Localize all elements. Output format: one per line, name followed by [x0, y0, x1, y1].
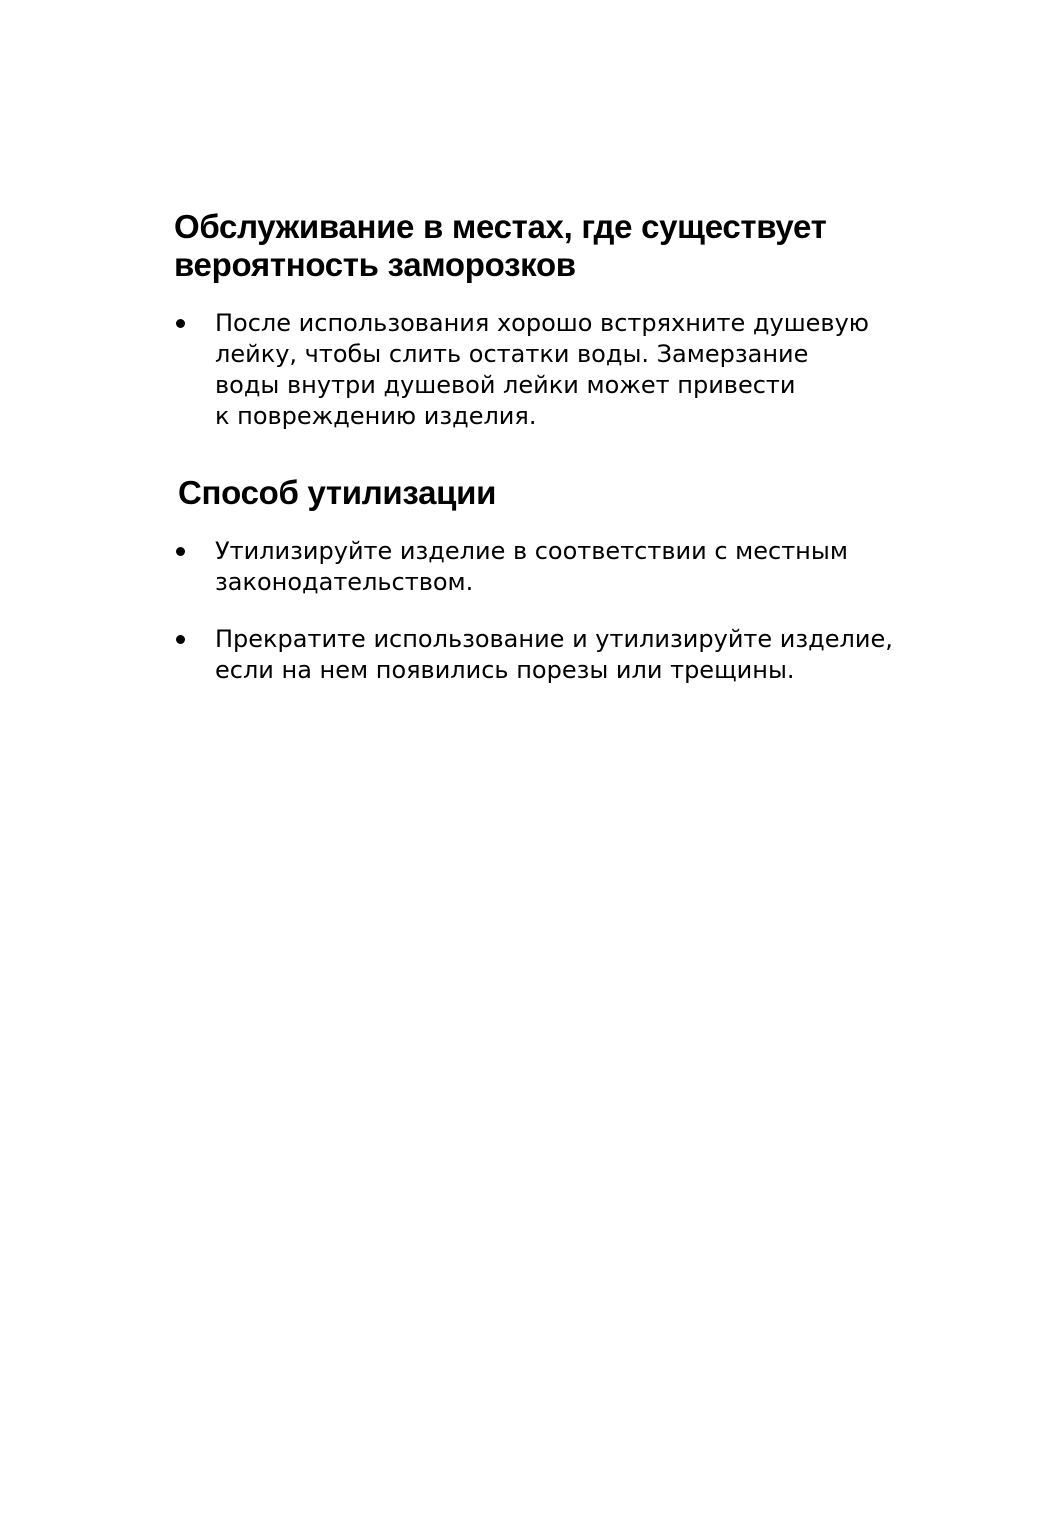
section-frost-maintenance: [174, 208, 894, 432]
heading-line: Способ утилизации: [178, 474, 497, 511]
list-item: [174, 536, 894, 598]
bullet-list: [174, 536, 894, 686]
item-line: Утилизируйте изделие в соответствии с местным: [215, 537, 848, 565]
heading-line: Обслуживание в местах, где существует: [174, 208, 827, 245]
bullet-icon: [176, 635, 185, 644]
item-line: если на нем появились порезы или трещины.: [215, 656, 795, 684]
bullet-icon: [176, 547, 185, 556]
heading-line: вероятность заморозков: [174, 246, 576, 283]
section-disposal: [174, 474, 894, 686]
list-item: [174, 624, 894, 686]
list-item: [174, 308, 894, 432]
item-line: к повреждению изделия.: [215, 402, 537, 430]
bullet-list: [174, 308, 894, 432]
item-line: воды внутри душевой лейки может привести: [215, 371, 796, 399]
section-heading: [178, 474, 894, 512]
item-line: После использования хорошо встряхните душевую: [215, 309, 869, 337]
item-line: лейку, чтобы слить остатки воды. Замерзание: [215, 340, 809, 368]
section-heading: [174, 208, 894, 284]
item-line: Прекратите использование и утилизируйте изделие,: [215, 625, 893, 653]
bullet-icon: [176, 319, 185, 328]
item-line: законодательством.: [215, 568, 474, 596]
